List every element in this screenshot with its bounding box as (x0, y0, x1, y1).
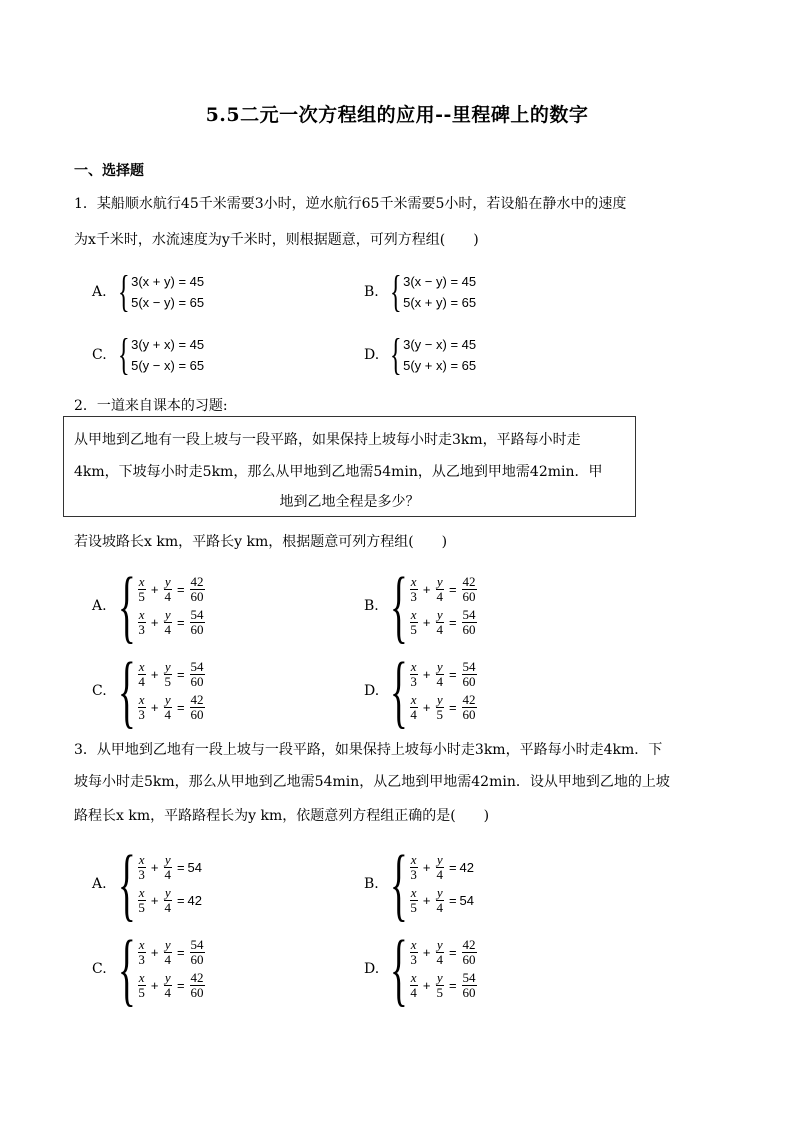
brace-symbol: { (390, 560, 408, 651)
fraction: $\frac{x}{5}$ (410, 607, 417, 637)
fraction: $\frac{y}{4}$ (436, 659, 443, 689)
fraction: $\frac{y}{4}$ (436, 852, 443, 882)
fraction: $\frac{x}{5}$ (138, 970, 145, 1000)
equation: $\frac{x}{3}$ + $\frac{y}{4}$ = $\frac{54}{60}$ (138, 937, 204, 967)
brace-symbol: { (390, 838, 408, 929)
textbook-exercise-box (63, 416, 636, 517)
fraction: $\frac{54}{60}$ (190, 607, 204, 637)
fraction: $\frac{y}{4}$ (164, 937, 171, 967)
fraction: $\frac{y}{4}$ (164, 692, 171, 722)
option-label: A. (92, 598, 107, 614)
q3-option-c[interactable] (92, 923, 207, 1014)
q1-option-b[interactable] (364, 267, 477, 316)
option-label: B. (364, 876, 379, 892)
option-label: A. (92, 876, 107, 892)
page-title: 5.5二元一次方程组的应用--里程碑上的数字 (205, 104, 589, 126)
option-label: D. (364, 347, 380, 363)
fraction: $\frac{y}{4}$ (164, 970, 171, 1000)
equation: $\frac{x}{3}$ + $\frac{y}{4}$ = $\frac{54}{60}$ (138, 607, 204, 637)
option-label: D. (364, 961, 380, 977)
equation: $\frac{x}{3}$ + $\frac{y}{4}$ = $\frac{42}{60}$ (138, 692, 204, 722)
equation: $\frac{x}{3}$ + $\frac{y}{4}$ = $\frac{42}{60}$ (410, 574, 476, 604)
fraction: $\frac{x}{3}$ (138, 937, 145, 967)
fraction: $\frac{y}{4}$ (164, 852, 171, 882)
equation: $\frac{x}{5}$ + $\frac{y}{4}$ = $\frac{54}{60}$ (410, 607, 476, 637)
q2-option-d[interactable] (364, 645, 479, 736)
equation: 3(y − x) = 45 (403, 337, 477, 352)
fraction: $\frac{54}{60}$ (190, 937, 204, 967)
fraction: $\frac{y}{4}$ (436, 885, 443, 915)
q2-text-line1: 2．一道来自课本的习题: (74, 398, 228, 414)
equation: $\frac{x}{4}$ + $\frac{y}{5}$ = $\frac{54}{60}$ (410, 970, 476, 1000)
option-label: C. (92, 961, 107, 977)
option-label: C. (92, 683, 107, 699)
option-label: D. (364, 683, 380, 699)
brace-symbol: { (118, 838, 136, 929)
fraction: $\frac{x}{3}$ (410, 574, 417, 604)
fraction: $\frac{x}{4}$ (410, 970, 417, 1000)
option-label: A. (92, 284, 107, 300)
fraction: $\frac{y}{5}$ (436, 692, 443, 722)
equation: $\frac{x}{5}$ + $\frac{y}{4}$ = $\frac{42}{60}$ (138, 970, 204, 1000)
fraction: $\frac{x}{4}$ (410, 692, 417, 722)
q3-option-d[interactable] (364, 923, 479, 1014)
equation: 5(y + x) = 65 (403, 358, 477, 373)
fraction: $\frac{54}{60}$ (462, 607, 476, 637)
equation: 5(x − y) = 65 (131, 295, 205, 310)
box-line: 4km，下坡每小时走5km，那么从甲地到乙地需54min，从乙地到甲地需42min．甲 (74, 464, 603, 480)
fraction: $\frac{42}{60}$ (462, 574, 476, 604)
q2-option-a[interactable] (92, 560, 207, 651)
fraction: $\frac{42}{60}$ (190, 574, 204, 604)
brace-symbol: { (390, 330, 402, 379)
equation: $\frac{x}{3}$ + $\frac{y}{4}$ = $\frac{54}{60}$ (410, 659, 476, 689)
section-heading: 一、选择题 (74, 163, 144, 179)
fraction: $\frac{x}{3}$ (410, 852, 417, 882)
fraction: $\frac{x}{5}$ (410, 885, 417, 915)
q1-option-d[interactable] (364, 330, 477, 379)
brace-symbol: { (118, 330, 130, 379)
equation: 3(x − y) = 45 (403, 274, 477, 289)
fraction: $\frac{x}{4}$ (138, 659, 145, 689)
brace-symbol: { (390, 267, 402, 316)
equation: 3(y + x) = 45 (131, 337, 205, 352)
brace-symbol: { (118, 560, 136, 651)
brace-symbol: { (118, 267, 130, 316)
q2-option-c[interactable] (92, 645, 207, 736)
fraction: $\frac{x}{3}$ (410, 937, 417, 967)
fraction: $\frac{x}{5}$ (138, 574, 145, 604)
fraction: $\frac{y}{5}$ (436, 970, 443, 1000)
q2-text-line2: 若设坡路长x km，平路长y km，根据题意可列方程组( ) (74, 534, 448, 550)
fraction: $\frac{y}{4}$ (436, 574, 443, 604)
option-label: B. (364, 598, 379, 614)
equation: $\frac{x}{5}$ + $\frac{y}{4}$ = $\frac{42}{60}$ (138, 574, 204, 604)
q3-text-line1: 3．从甲地到乙地有一段上坡与一段平路，如果保持上坡每小时走3km，平路每小时走4km．下 (74, 742, 663, 758)
equation: $\frac{x}{3}$ + $\frac{y}{4}$ = 54 (138, 852, 203, 882)
brace-symbol: { (390, 923, 408, 1014)
q3-option-b[interactable] (364, 838, 477, 929)
fraction: $\frac{42}{60}$ (462, 937, 476, 967)
fraction: $\frac{54}{60}$ (190, 659, 204, 689)
q2-option-b[interactable] (364, 560, 479, 651)
box-line: 从甲地到乙地有一段上坡与一段平路，如果保持上坡每小时走3km，平路每小时走 (74, 432, 581, 448)
fraction: $\frac{42}{60}$ (462, 692, 476, 722)
q1-text-line1: 1．某船顺水航行45千米需要3小时，逆水航行65千米需要5小时，若设船在静水中的速度 (74, 196, 627, 212)
fraction: $\frac{y}{4}$ (436, 607, 443, 637)
fraction: $\frac{y}{4}$ (436, 937, 443, 967)
fraction: $\frac{x}{3}$ (410, 659, 417, 689)
q1-option-c[interactable] (92, 330, 205, 379)
fraction: $\frac{y}{4}$ (164, 607, 171, 637)
fraction: $\frac{x}{3}$ (138, 607, 145, 637)
brace-symbol: { (118, 645, 136, 736)
fraction: $\frac{42}{60}$ (190, 692, 204, 722)
fraction: $\frac{y}{4}$ (164, 885, 171, 915)
equation: $\frac{x}{4}$ + $\frac{y}{5}$ = $\frac{54}{60}$ (138, 659, 204, 689)
fraction: $\frac{54}{60}$ (462, 970, 476, 1000)
equation: $\frac{x}{5}$ + $\frac{y}{4}$ = 42 (138, 885, 203, 915)
option-label: B. (364, 284, 379, 300)
equation: $\frac{x}{4}$ + $\frac{y}{5}$ = $\frac{42}{60}$ (410, 692, 476, 722)
brace-symbol: { (390, 645, 408, 736)
q3-option-a[interactable] (92, 838, 205, 929)
brace-symbol: { (118, 923, 136, 1014)
q1-text-line2: 为x千米时，水流速度为y千米时，则根据题意，可列方程组( ) (74, 232, 479, 248)
box-line: 地到乙地全程是多少？ (279, 494, 420, 510)
fraction: $\frac{x}{3}$ (138, 692, 145, 722)
equation: 5(x + y) = 65 (403, 295, 477, 310)
fraction: $\frac{y}{4}$ (164, 574, 171, 604)
fraction: $\frac{54}{60}$ (462, 659, 476, 689)
option-label: C. (92, 347, 107, 363)
q1-option-a[interactable] (92, 267, 205, 316)
equation: $\frac{x}{3}$ + $\frac{y}{4}$ = $\frac{42}{60}$ (410, 937, 476, 967)
q3-text-line2: 坡每小时走5km，那么从甲地到乙地需54min，从乙地到甲地需42min．设从甲地到乙地的上坡 (74, 774, 670, 790)
equation: $\frac{x}{3}$ + $\frac{y}{4}$ = 42 (410, 852, 475, 882)
equation: 5(y − x) = 65 (131, 358, 205, 373)
q3-text-line3: 路程长x km，平路路程长为y km，依题意列方程组正确的是( ) (74, 808, 490, 824)
fraction: $\frac{x}{3}$ (138, 852, 145, 882)
fraction: $\frac{y}{5}$ (164, 659, 171, 689)
fraction: $\frac{42}{60}$ (190, 970, 204, 1000)
fraction: $\frac{x}{5}$ (138, 885, 145, 915)
equation: 3(x + y) = 45 (131, 274, 205, 289)
equation: $\frac{x}{5}$ + $\frac{y}{4}$ = 54 (410, 885, 475, 915)
